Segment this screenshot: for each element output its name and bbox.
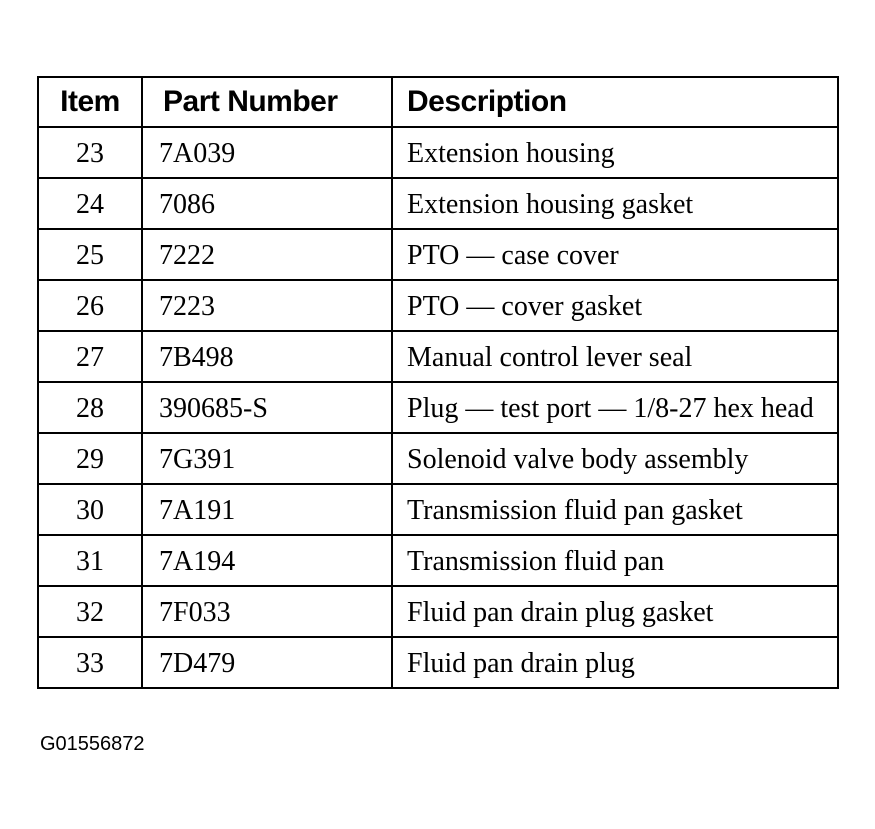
- part-number-cell: 7086: [142, 178, 392, 229]
- item-cell: 28: [38, 382, 142, 433]
- item-cell: 24: [38, 178, 142, 229]
- table-row: [38, 280, 838, 331]
- item-cell: 31: [38, 535, 142, 586]
- part-number-cell: 7G391: [142, 433, 392, 484]
- description-cell: Manual control lever seal: [392, 331, 838, 382]
- description-cell: Fluid pan drain plug gasket: [392, 586, 838, 637]
- figure-id: G01556872: [40, 733, 145, 755]
- part-number-cell: 7A039: [142, 127, 392, 178]
- item-cell: 23: [38, 127, 142, 178]
- description-cell: Transmission fluid pan: [392, 535, 838, 586]
- description-cell: Transmission fluid pan gasket: [392, 484, 838, 535]
- item-cell: 29: [38, 433, 142, 484]
- item-cell: 33: [38, 637, 142, 688]
- description-cell: Fluid pan drain plug: [392, 637, 838, 688]
- table-row: [38, 586, 838, 637]
- part-number-cell: 7D479: [142, 637, 392, 688]
- parts-table: [37, 76, 839, 689]
- header-part-number: Part Number: [142, 77, 392, 127]
- header-description: Description: [392, 77, 838, 127]
- table-row: [38, 229, 838, 280]
- table-row: [38, 535, 838, 586]
- item-cell: 30: [38, 484, 142, 535]
- table-row: [38, 382, 838, 433]
- table-row: [38, 637, 838, 688]
- table-row: [38, 484, 838, 535]
- description-cell: PTO — cover gasket: [392, 280, 838, 331]
- item-cell: 25: [38, 229, 142, 280]
- description-cell: PTO — case cover: [392, 229, 838, 280]
- table-header-row: [38, 77, 838, 127]
- description-cell: Extension housing: [392, 127, 838, 178]
- part-number-cell: 7A194: [142, 535, 392, 586]
- table-row: [38, 331, 838, 382]
- table-body: [38, 127, 838, 688]
- header-item: Item: [38, 77, 142, 127]
- part-number-cell: 7F033: [142, 586, 392, 637]
- item-cell: 27: [38, 331, 142, 382]
- table-row: [38, 127, 838, 178]
- part-number-cell: 7223: [142, 280, 392, 331]
- part-number-cell: 7B498: [142, 331, 392, 382]
- item-cell: 32: [38, 586, 142, 637]
- part-number-cell: 390685-S: [142, 382, 392, 433]
- description-cell: Extension housing gasket: [392, 178, 838, 229]
- part-number-cell: 7222: [142, 229, 392, 280]
- table-row: [38, 433, 838, 484]
- description-cell: Solenoid valve body assembly: [392, 433, 838, 484]
- item-cell: 26: [38, 280, 142, 331]
- part-number-cell: 7A191: [142, 484, 392, 535]
- description-cell: Plug — test port — 1/8-27 hex head: [392, 382, 838, 433]
- table-row: [38, 178, 838, 229]
